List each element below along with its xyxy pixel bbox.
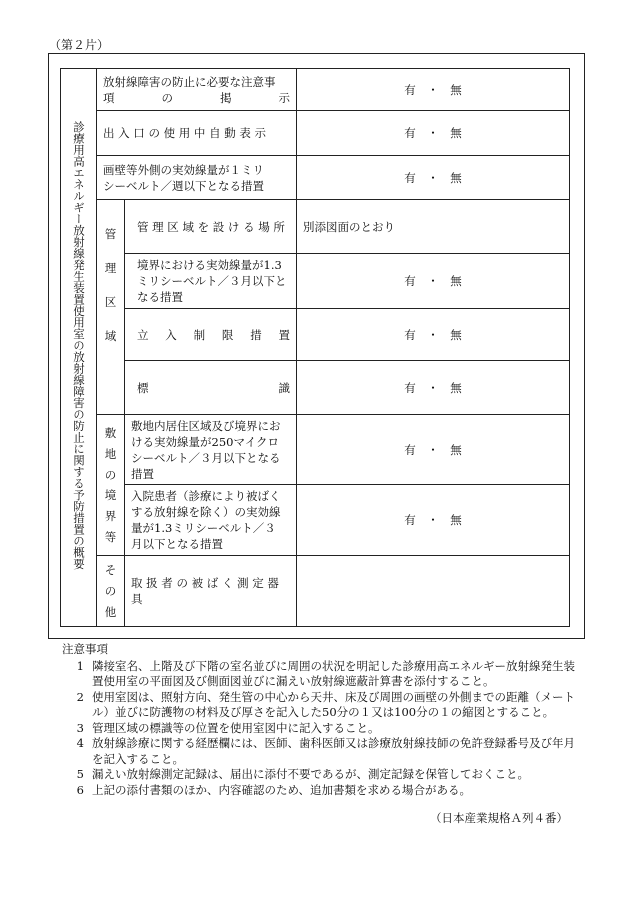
value-sign: 有 ・ 無 [297, 361, 570, 415]
row-sign [61, 361, 570, 415]
item-notice-display: 放射線障害の防止に必要な注意事 項 の 掲 示 [97, 69, 297, 111]
item-controlled-area-location: 管 理 区 域 を 設 け る 場 所 [125, 200, 297, 254]
row-boundary-dose [61, 254, 570, 309]
row-residential-boundary [61, 415, 570, 485]
group-other: そ の 他 [97, 556, 125, 627]
item-residential-boundary: 敷地内居住区域及び境界にお ける実効線量が250マイクロ シーベルト／３月以下となる 措置 [125, 415, 297, 485]
note-item: 4 放射線診療に関する経歴欄には、医師、歯科医師又は診療放射線技師の免許登録番号及び年月を記入すること。 [76, 736, 575, 766]
item-boundary-dose: 境界における実効線量が1.3 ミリシーベルト／３月以下と なる措置 [125, 254, 297, 309]
value-controlled-area-location: 別添図面のとおり [297, 200, 570, 254]
side-title-cell [61, 69, 97, 627]
note-item: 6 上記の添付書類のほか、内容確認のため、追加書類を求める場合がある。 [76, 782, 472, 797]
note-item: 5 漏えい放射線測定記録は、届出に添付不要であるが、測定記録を保管しておくこと。 [76, 767, 529, 781]
item-wall-dose: 画壁等外側の実効線量が１ミリ シーベルト／週以下となる措置 [97, 156, 297, 200]
value-boundary-dose: 有 ・ 無 [297, 254, 570, 309]
note-item: 1 隣接室名、上階及び下階の室名並びに周囲の状況を明記した診療用高エネルギー放射線発生装置使用室の平面図及び側面図並びに漏えい放射線遮蔽計算書を添付すること。 [76, 658, 575, 688]
paper-standard: （日本産業規格Ａ列４番） [430, 811, 568, 825]
note-item: 2 使用室図は、照射方向、発生管の中心から天井、床及び周囲の画壁の外側までの距離（メートル）並びに防護物の材料及び厚さを記入した50分の１又は100分の１の縮図とすること。 [76, 689, 575, 719]
item-entry-restriction: 立 入 制 限 措 置 [125, 309, 297, 361]
row-entry-restriction [61, 309, 570, 361]
value-notice-display: 有 ・ 無 [297, 69, 570, 111]
row-notice-display [61, 69, 570, 111]
value-residential-boundary: 有 ・ 無 [297, 415, 570, 485]
note-item: 3 管理区域の標識等の位置を使用室図中に記入すること。 [76, 720, 380, 735]
row-controlled-area-location [61, 200, 570, 254]
row-exposure-meter [61, 556, 570, 627]
group-controlled-area: 管 理 区 域 [97, 200, 125, 415]
item-sign: 標 識 [125, 361, 297, 415]
value-entry-restriction: 有 ・ 無 [297, 309, 570, 361]
item-exposure-meter: 取 扱 者 の 被 ば く 測 定 器 具 [125, 556, 297, 627]
side-title: 診療用高エネルギー放射線発生装置使用室の放射線障害の防止に関する予防措置の概要 [72, 121, 86, 570]
row-inpatient-dose [61, 485, 570, 556]
value-wall-dose: 有 ・ 無 [297, 156, 570, 200]
item-entrance-indicator: 出 入 口 の 使 用 中 自 動 表 示 [97, 111, 297, 156]
row-wall-dose [61, 156, 570, 200]
notes-heading: 注意事項 [62, 642, 108, 656]
row-entrance-indicator [61, 111, 570, 156]
sheet-label: （第２片） [49, 38, 110, 52]
group-site-boundary: 敷 地 の 境 界 等 [97, 415, 125, 556]
notes-section [62, 642, 582, 798]
measures-table [60, 68, 570, 627]
value-inpatient-dose: 有 ・ 無 [297, 485, 570, 556]
value-exposure-meter [297, 556, 570, 627]
value-entrance-indicator: 有 ・ 無 [297, 111, 570, 156]
item-inpatient-dose: 入院患者（診療により被ばく する放射線を除く）の実効線 量が1.3ミリシーベルト／３ 月以下となる措置 [125, 485, 297, 556]
